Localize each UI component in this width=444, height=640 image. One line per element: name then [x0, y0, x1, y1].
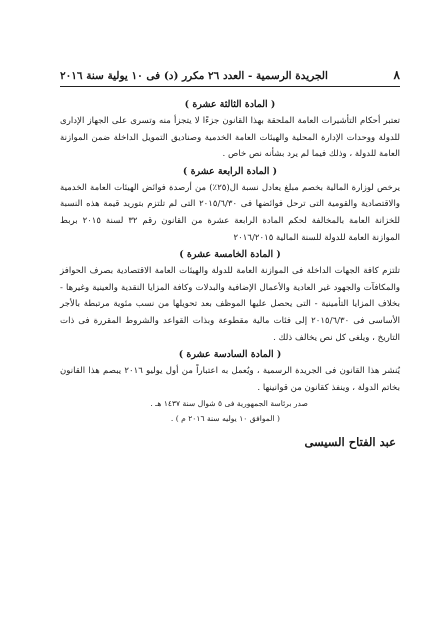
article-14-heading: ( المادة الرابعة عشرة ) — [182, 165, 278, 177]
document-body — [60, 96, 400, 454]
signature: عبد الفتاح السيسى — [304, 435, 396, 450]
article-16-heading: ( المادة السادسة عشرة ) — [178, 349, 282, 361]
article-15-text: تلتزم كافة الجهات الداخلة فى الموازنة العامة للدولة والهيئات العامة الاقتصادية بصرف الحوافز والمكافآت والجهود غير العادية والأعمال الإضافية والبدلات وكافة المزايا النقدية والعينية وغيرها - بخلاف المزايا التأمينية - التى يحصل عليها الموظف بعد تحويلها من نسب مئوية مرتبطة بالأجر الأساسى فى ٢٠١٥/٦/٣٠ إلى فئات مالية مقطوعة وبذات القواعد والشروط المقررة فى ذات التاريخ ، ويلغى كل نص يخالف ذلك . — [60, 266, 400, 343]
article-16-text: يُنشر هذا القانون فى الجريدة الرسمية ، ويُعمل به اعتباراً من أول يوليو ٢٠١٦ يبصم هذا القانون بخاتم الدولة ، وينفذ كقانون من قوانينها . — [60, 366, 400, 393]
article-13-heading: ( المادة الثالثة عشرة ) — [184, 99, 276, 110]
article-14-text: يرخص لوزارة المالية بخصم مبلغ يعادل نسبة ال(٢٥٪) من أرصدة فوائض الهيئات العامة الخدمية والاقتصادية والقومية التى ترحل فوائضها فى ٢٠١٥/٦/٣٠ التى لم تلتزم بتوريد قيمة هذه النسبة للخزانة العامة بالمخالفة لحكم المادة الرابعة عشرة من القانون رقم ٣٢ لسنة ٢٠١٥ بربط الموازنة العامة للدولة للسنة المالية ٢٠١٦/٢٠١٥ — [60, 182, 401, 243]
dated-line: ( الموافق ١٠ يوليه سنة ٢٠١٦ م ) . — [170, 414, 280, 424]
issued-line: صدر برئاسة الجمهورية فى ٥ شوال سنة ١٤٣٧ هـ . — [150, 399, 308, 409]
page-number: ٨ — [393, 68, 400, 82]
article-15-heading: ( المادة الخامسة عشرة ) — [179, 249, 281, 261]
page-header — [60, 68, 400, 87]
article-13-text: تعتبر أحكام التأشيرات العامة الملحقة بهذا القانون جزءًا لا يتجزأ منه وتسرى على الجهاز الإدارى للدولة ووحدات الإدارة المحلية والهيئات العامة الخدمية وصناديق التمويل الداخلة ضمن الموازنة العامة للدولة ، وذلك فيما لم يرد بشأنه نص خاص . — [60, 116, 400, 160]
gazette-title: الجريدة الرسمية - العدد ٢٦ مكرر (د) فى ١٠ يولية سنة ٢٠١٦ — [60, 70, 328, 82]
closing-block — [60, 396, 400, 454]
